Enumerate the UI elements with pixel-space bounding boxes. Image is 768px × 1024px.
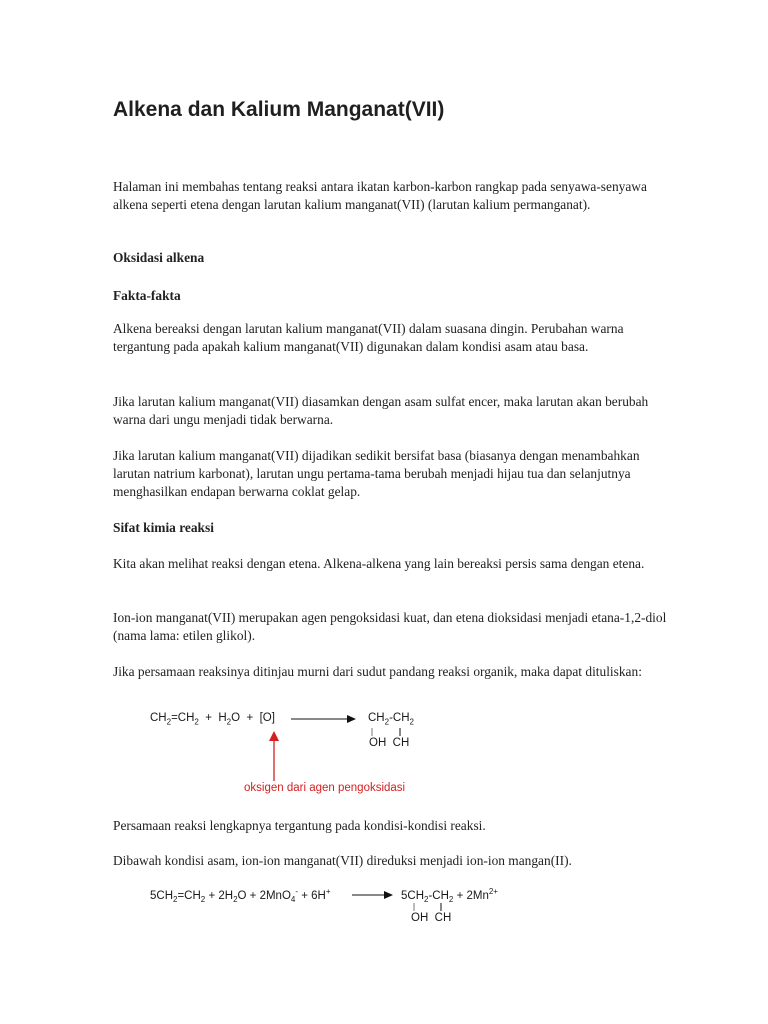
paragraph-asam: Dibawah kondisi asam, ion-ion manganat(VII) direduksi menjadi ion-ion mangan(II). [113,853,572,868]
paragraph-lengkap: Persamaan reaksi lengkapnya tergantung pada kondisi-kondisi reaksi. [113,818,486,833]
reaction-arrow-icon [352,889,394,901]
eq1-plus: + [205,712,212,724]
fakta-paragraph-2: Jika larutan kalium manganat(VII) diasamkan dengan asam sulfat encer, maka larutan akan berubah warna dari ungu menjadi tidak berwarna. [113,394,649,427]
fakta-paragraph-3: Jika larutan kalium manganat(VII) dijadikan sedikit bersifat basa (biasanya dengan menambahkan larutan natrium karbonat), larutan ungu pertama-tama berubah menjadi hijau tua dan selanjutnya menghasilkan endapan berwarna coklat gelap. [113,448,640,499]
heading-sifat-kimia: Sifat kimia reaksi [113,520,214,535]
eq1-oh-groups: OH CH [369,737,410,749]
page-title: Alkena dan Kalium Manganat(VII) [113,98,445,121]
fakta-paragraph-1: Alkena bereaksi dengan larutan kalium manganat(VII) dalam suasana dingin. Perubahan warna tergantung pada apakah kalium manganat(VII) digunakan dalam kondisi asam atau basa. [113,321,624,354]
eq1-plus: + [246,712,254,724]
intro-paragraph: Halaman ini membahas tentang reaksi antara ikatan karbon-karbon rangkap pada senyawa-senyawa alkena seperti etena dengan larutan kalium manganat(VII) (larutan kalium permanganat). [113,179,647,212]
sifat-paragraph-1: Kita akan melihat reaksi dengan etena. Alkena-alkena yang lain bereaksi persis sama dengan etena. [113,556,645,571]
eq1-oxygen: [O] [259,712,275,724]
reaction-arrow-icon [291,713,357,725]
heading-fakta-fakta: Fakta-fakta [113,288,181,303]
equation-2-products: $5CH_2-CH_2 + 2Mn^{2+}$ [401,887,498,905]
eq1-product: $CH_2-CH_2$ [368,712,414,727]
red-arrow-icon [267,731,281,783]
heading-oksidasi-alkena: Oksidasi alkena [113,250,205,265]
oxidizer-annotation: oksigen dari agen pengoksidasi [244,782,406,794]
sifat-paragraph-3: Jika persamaan reaksinya ditinjau murni dari sudut pandang reaksi organik, maka dapat dituliskan: [113,664,642,679]
equation-1-reactants [150,712,275,726]
eq1-water: $H_2O$ [218,712,241,727]
equation-2-reactants: $5CH_2=CH_2 + 2H_2O + 2MnO_4^- + 6H^+$ [150,887,331,905]
eq2-oh-groups: OH CH [411,912,452,924]
sifat-paragraph-2: Ion-ion manganat(VII) merupakan agen pengoksidasi kuat, dan etena dioksidasi menjadi etana-1,2-diol (nama lama: etilen glikol). [113,610,667,643]
eq1-ethene: $CH_2=CH_2$ [150,712,199,727]
